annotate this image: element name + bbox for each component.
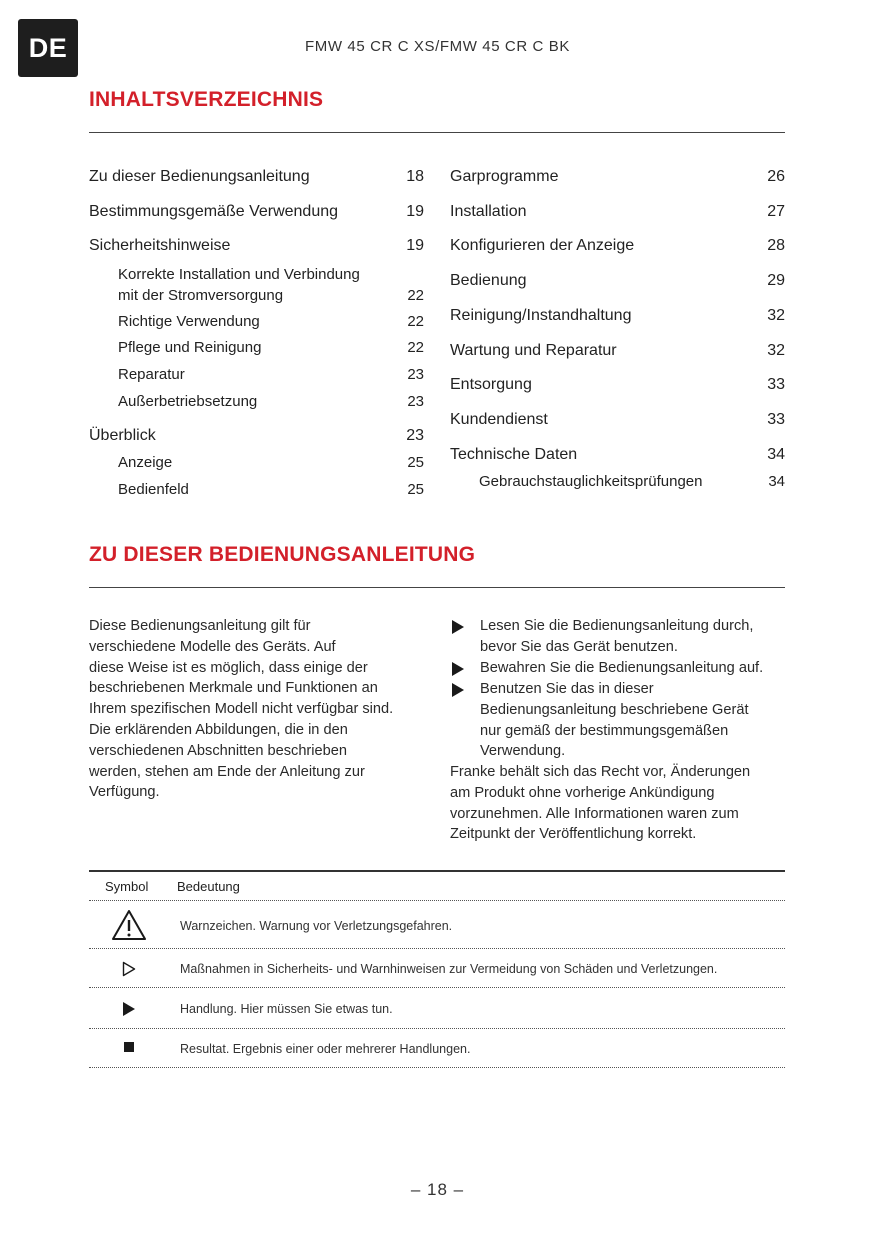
symbol-description: Resultat. Ergebnis einer oder mehrerer Handlungen. (180, 1042, 471, 1056)
toc-entry-label: Anzeige (118, 454, 173, 471)
toc-subentry[interactable] (118, 481, 424, 498)
toc-entry-label: Zu dieser Bedienungsanleitung (89, 168, 310, 185)
toc-entry-label: Garprogramme (450, 168, 559, 185)
toc-entry-label: Richtige Verwendung (118, 313, 260, 330)
toc-entry-label: Bedienung (450, 272, 527, 289)
language-badge: DE (18, 19, 78, 77)
toc-entry-label: Wartung und Reparatur (450, 342, 617, 359)
bullet-item (450, 658, 785, 679)
text-line: verschiedenen Abschnitten beschrieben (89, 742, 347, 759)
toc-entry[interactable] (450, 203, 785, 221)
toc-subentry[interactable] (118, 339, 424, 356)
toc-entry-page: 23 (406, 427, 424, 444)
toc-entry-page: 27 (767, 203, 785, 220)
text-line: Benutzen Sie das in dieser (480, 681, 654, 697)
toc-entry-page: 19 (406, 203, 424, 220)
toc-entry-label-line1: Korrekte Installation und Verbindung (118, 266, 360, 283)
header-symbol: Symbol (105, 879, 149, 894)
text-line: Franke behält sich das Recht vor, Änderungen (450, 764, 751, 780)
about-divider (89, 587, 785, 588)
page-number: – 18 – (410, 1180, 465, 1199)
toc-entry-label: Konfigurieren der Anzeige (450, 237, 635, 254)
about-title: ZU DIESER BEDIENUNGSANLEITUNG (89, 543, 476, 566)
text-line: werden, stehen am Ende der Anleitung zur (89, 763, 365, 780)
toc-entry-page: 22 (407, 287, 424, 304)
text-line: beschriebenen Merkmale und Funktionen an (89, 680, 378, 697)
toc-entry-page: 23 (407, 393, 424, 410)
text-line: Verwendung. (480, 743, 566, 760)
text-line: bevor Sie das Gerät benutzen. (480, 638, 678, 655)
toc-entry-label: Technische Daten (450, 446, 578, 463)
toc-entry-label: Außerbetriebsetzung (118, 393, 258, 410)
about-disclaimer-paragraph (450, 762, 785, 845)
toc-entry-label: Installation (450, 203, 527, 220)
filled-arrow-icon (107, 1001, 151, 1017)
toc-entry-label-line2: mit der Stromversorgung (118, 287, 284, 304)
text-line: verschiedene Modelle des Geräts. Auf (89, 638, 336, 655)
bullet-item (450, 616, 785, 658)
toc-subentry[interactable] (118, 366, 424, 383)
text-line: nur gemäß der bestimmungsgemäßen (480, 722, 729, 739)
toc-entry-label: Pflege und Reinigung (118, 339, 262, 356)
toc-entry[interactable] (89, 427, 424, 445)
toc-entry-page: 22 (407, 313, 424, 330)
toc-entry-page: 32 (767, 307, 785, 324)
toc-entry[interactable] (450, 446, 785, 464)
toc-subentry[interactable] (479, 473, 785, 490)
symbol-description: Maßnahmen in Sicherheits- und Warnhinweisen zur Vermeidung von Schäden und Verletzungen. (180, 962, 718, 976)
symbol-description: Warnzeichen. Warnung vor Verletzungsgefahren. (180, 919, 453, 933)
toc-entry-page: 33 (767, 411, 785, 428)
toc-entry-label: Reparatur (118, 366, 185, 383)
toc-entry-page: 29 (767, 272, 785, 289)
toc-subentry[interactable] (118, 393, 424, 410)
symbol-row (89, 1029, 785, 1068)
symbol-description: Handlung. Hier müssen Sie etwas tun. (180, 1002, 393, 1016)
toc-subentry[interactable] (118, 313, 424, 330)
text-line: vorzunehmen. Alle Informationen waren zum (450, 805, 739, 822)
toc-entry-page: 28 (767, 237, 785, 254)
toc-entry-page: 33 (767, 376, 785, 393)
text-line: Verfügung. (89, 784, 160, 801)
text-line: am Produkt ohne vorherige Ankündigung (450, 784, 715, 801)
toc-entry-label: Bestimmungsgemäße Verwendung (89, 203, 339, 220)
text-line: Lesen Sie die Bedienungsanleitung durch, (480, 618, 754, 634)
toc-entry-page: 25 (407, 454, 424, 471)
toc-entry-page: 25 (407, 481, 424, 498)
symbol-table-header (89, 870, 785, 901)
toc-entry[interactable] (89, 237, 424, 255)
toc-entry[interactable] (89, 168, 424, 186)
symbol-row (89, 949, 785, 988)
toc-entry[interactable] (450, 168, 785, 186)
toc-subentry[interactable] (118, 264, 424, 306)
header-meaning: Bedeutung (177, 879, 240, 894)
model-number: FMW 45 CR C XS/FMW 45 CR C BK (305, 38, 570, 55)
toc-entry[interactable] (450, 342, 785, 360)
text-line: Die erklärenden Abbildungen, die in den (89, 721, 348, 738)
toc-entry-label: Überblick (89, 427, 156, 444)
toc-entry-label: Bedienfeld (118, 481, 189, 498)
text-line: Zeitpunkt der Veröffentlichung korrekt. (450, 826, 697, 843)
toc-entry-page: 32 (767, 342, 785, 359)
toc-entry-page: 34 (767, 446, 785, 463)
text-line: diese Weise ist es möglich, dass einige der (89, 659, 368, 676)
filled-square-icon (107, 1042, 151, 1052)
toc-subentry[interactable] (118, 454, 424, 471)
outline-arrow-icon (107, 961, 151, 977)
toc-entry-page: 23 (407, 366, 424, 383)
toc-entry-label: Reinigung/Instandhaltung (450, 307, 632, 324)
text-line: Bewahren Sie die Bedienungsanleitung auf. (480, 660, 764, 676)
filled-arrow-icon (452, 620, 464, 634)
text-line: Diese Bedienungsanleitung gilt für (89, 618, 311, 634)
toc-entry-page: 22 (407, 339, 424, 356)
warning-triangle-icon (107, 909, 151, 941)
toc-divider (89, 132, 785, 133)
toc-entry-label: Entsorgung (450, 376, 532, 393)
text-line: Ihrem spezifischen Modell nicht verfügbar sind. (89, 701, 394, 718)
symbol-row (89, 988, 785, 1029)
toc-entry-page: 26 (767, 168, 785, 185)
bullet-item (450, 679, 785, 762)
toc-entry-label: Sicherheitshinweise (89, 237, 231, 254)
symbol-row (89, 901, 785, 949)
toc-entry-label: Gebrauchstauglichkeitsprüfungen (479, 473, 703, 490)
toc-entry[interactable] (450, 411, 785, 429)
toc-title: INHALTSVERZEICHNIS (89, 88, 324, 111)
about-intro-paragraph (89, 616, 434, 803)
toc-entry[interactable] (450, 307, 785, 325)
toc-entry[interactable] (89, 203, 424, 221)
toc-entry[interactable] (450, 376, 785, 394)
toc-entry-label: Kundendienst (450, 411, 548, 428)
toc-entry-page: 19 (406, 237, 424, 254)
toc-entry[interactable] (450, 237, 785, 255)
text-line: Bedienungsanleitung beschriebene Gerät (480, 701, 749, 718)
toc-entry-page: 34 (768, 473, 785, 490)
toc-entry[interactable] (450, 272, 785, 290)
toc-entry-page: 18 (406, 168, 424, 185)
filled-arrow-icon (452, 662, 464, 676)
filled-arrow-icon (452, 683, 464, 697)
